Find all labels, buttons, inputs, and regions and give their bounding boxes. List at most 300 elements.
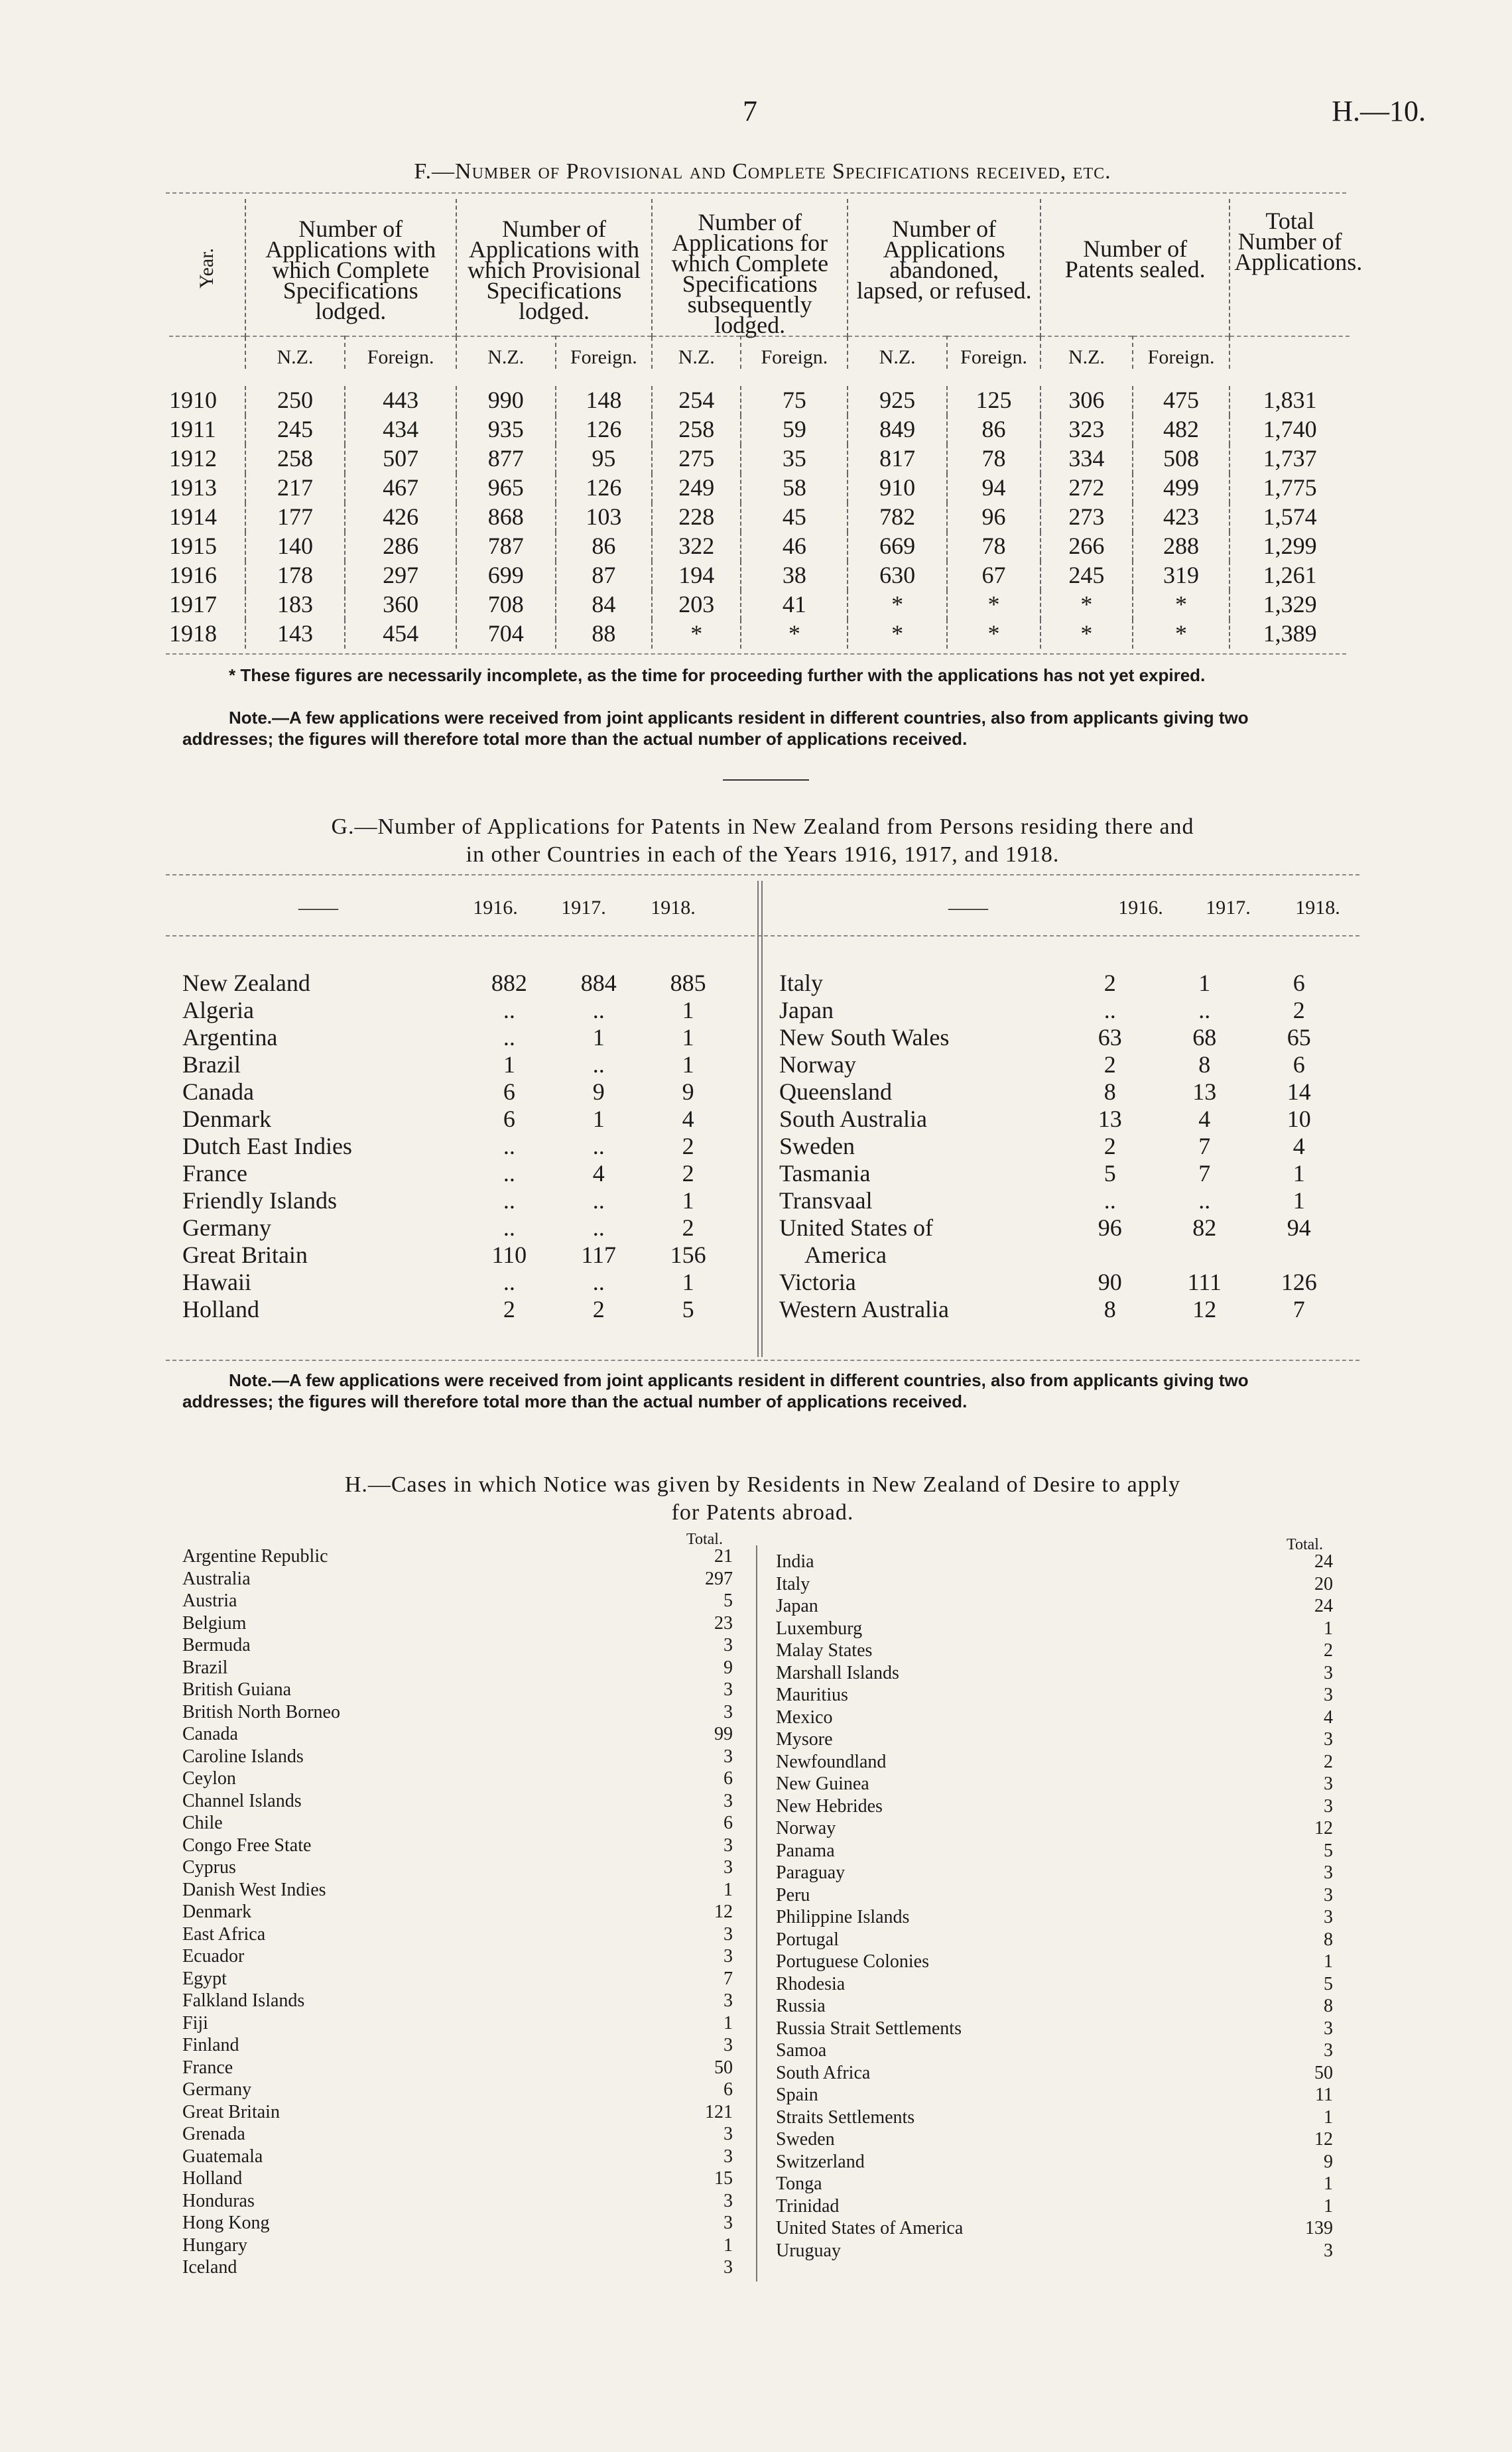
table-cell: 443 [345, 386, 456, 415]
table-cell: * [947, 590, 1040, 619]
list-item [182, 1634, 733, 1657]
table-row [169, 415, 1350, 444]
year-value: 1 [592, 1024, 605, 1051]
country-name [776, 1773, 1273, 1795]
table-row [169, 619, 1350, 649]
year-value: 2 [503, 1296, 515, 1323]
table-cell: 1,831 [1229, 386, 1350, 415]
table-cell: * [1133, 619, 1229, 649]
country-label: Congo Free State [182, 1835, 312, 1856]
table-cell: 708 [456, 590, 556, 619]
country-label: British Guiana [182, 1679, 292, 1700]
table-cell: 228 [652, 503, 741, 532]
total-value: 3 [724, 1679, 733, 1700]
country-name [182, 2057, 673, 2079]
table-row [779, 1214, 1346, 1242]
country-label: Holland [182, 2168, 243, 2189]
country-label: Iceland [182, 2257, 237, 2278]
table-g-bottom-rule [166, 1360, 1359, 1361]
country-label: Italy [776, 1573, 810, 1594]
list-item [182, 1746, 733, 1768]
country-label: Belgium [182, 1612, 247, 1634]
table-row [779, 1106, 1346, 1133]
g-left-dash: —— [298, 897, 338, 919]
country-name [182, 1968, 673, 1990]
list-item [182, 1679, 733, 1701]
year-value: 4 [1292, 1133, 1305, 1159]
country-name [182, 1679, 673, 1701]
country-label: Mexico [776, 1707, 833, 1728]
country-name: Queensland [779, 1078, 892, 1105]
list-item [776, 1884, 1333, 1907]
country-name [182, 2012, 673, 2035]
table-cell: * [947, 619, 1040, 649]
section-g-title-line1: G.—Number of Applications for Patents in New Zealand from Persons residing there and [331, 814, 1194, 839]
table-row [182, 1242, 733, 1269]
year-value: 96 [1098, 1214, 1122, 1241]
list-item [182, 1901, 733, 1923]
total-value: 1 [1324, 1951, 1333, 1972]
list-item [776, 1795, 1333, 1818]
sub-nz: N.Z. [1040, 336, 1133, 369]
header-complete: Number of Applications with which Complete Specifications lodged. [245, 199, 456, 336]
list-item [182, 1923, 733, 1946]
table-cell: 249 [652, 474, 741, 503]
table-cell: 250 [245, 386, 346, 415]
list-item [776, 1906, 1333, 1929]
country-name [182, 2212, 673, 2234]
country-name [776, 1684, 1273, 1707]
year-value: 1 [682, 1269, 694, 1295]
sub-foreign: Foreign. [345, 336, 456, 369]
total-value: 3 [724, 1635, 733, 1655]
country-name [776, 1573, 1273, 1596]
total-value: 4 [1324, 1707, 1333, 1728]
country-name: Western Australia [779, 1296, 950, 1323]
row-year: 1912 [169, 445, 217, 472]
year-value: 90 [1098, 1269, 1122, 1295]
year-value: 2 [1292, 997, 1305, 1023]
country-label: Grenada [182, 2124, 245, 2144]
total-value: 3 [724, 1746, 733, 1767]
country-label: Mysore [776, 1729, 833, 1750]
section-h-title-line1: H.—Cases in which Notice was given by Residents in New Zealand of Desire to apply [344, 1472, 1181, 1497]
total-value: 3 [724, 1835, 733, 1856]
table-cell: 868 [456, 503, 556, 532]
list-item [182, 2079, 733, 2101]
country-label: Guatemala [182, 2146, 263, 2167]
country-name [776, 2240, 1273, 2262]
year-value: .. [503, 1187, 515, 1214]
table-cell: 1,574 [1229, 503, 1350, 532]
total-value: 5 [1324, 1840, 1333, 1861]
list-item [182, 1657, 733, 1679]
list-item [776, 1662, 1333, 1685]
table-cell: 45 [741, 503, 848, 532]
table-h-left [182, 1545, 733, 2279]
total-value: 3 [1324, 2040, 1333, 2061]
country-label: Newfoundland [776, 1751, 887, 1772]
country-label: Danish West Indies [182, 1879, 326, 1900]
table-cell: 286 [345, 532, 456, 561]
list-item [776, 1862, 1333, 1884]
country-label: East Africa [182, 1923, 266, 1945]
table-cell: * [848, 590, 947, 619]
table-cell: 126 [556, 415, 652, 444]
table-cell: 297 [345, 561, 456, 590]
year-value: .. [1103, 997, 1116, 1023]
page-reference: H.—10. [1332, 95, 1426, 127]
table-cell: 475 [1133, 386, 1229, 415]
table-cell: 787 [456, 532, 556, 561]
table-cell: * [848, 619, 947, 649]
total-value: 121 [705, 2101, 733, 2122]
country-label: Malay States [776, 1640, 873, 1661]
total-value: 8 [1324, 1929, 1333, 1950]
list-item [776, 1551, 1333, 1573]
country-name [182, 1657, 673, 1679]
total-value: 6 [724, 2079, 733, 2100]
year-value: 7 [1198, 1133, 1211, 1159]
table-cell: 323 [1040, 415, 1133, 444]
country-label: Hong Kong [182, 2213, 270, 2233]
country-name [776, 1551, 1273, 1573]
list-item [776, 2173, 1333, 2195]
table-row [169, 590, 1350, 619]
year-value: .. [503, 997, 515, 1023]
total-value: 3 [1324, 1907, 1333, 1927]
total-value: 3 [724, 1990, 733, 2011]
country-label: Austria [182, 1590, 237, 1611]
country-name: South Australia [779, 1106, 927, 1132]
country-name: Canada [182, 1078, 254, 1105]
year-value [1252, 1242, 1347, 1269]
country-name [182, 2167, 673, 2190]
country-name: Victoria [779, 1269, 856, 1295]
table-cell: 86 [556, 532, 652, 561]
country-name [182, 2146, 673, 2168]
country-name: Algeria [182, 997, 254, 1023]
list-item [182, 1945, 733, 1968]
country-label: Canada [182, 1724, 238, 1744]
country-name: Holland [182, 1296, 259, 1323]
list-item [776, 1840, 1333, 1862]
table-cell: * [652, 619, 741, 649]
total-value: 3 [724, 2213, 733, 2233]
list-item [182, 2234, 733, 2257]
country-name: New Zealand [182, 970, 310, 996]
table-cell: 183 [245, 590, 346, 619]
table-cell: 272 [1040, 474, 1133, 503]
g-right-year-1916: 1916. [1118, 897, 1163, 919]
total-value: 3 [1324, 1662, 1333, 1683]
country-name [182, 2123, 673, 2146]
country-name [776, 1929, 1273, 1951]
country-name: Argentina [182, 1024, 278, 1051]
list-item [182, 1790, 733, 1813]
row-year: 1910 [169, 387, 217, 413]
country-name: France [182, 1160, 247, 1187]
country-name [776, 1817, 1273, 1840]
list-item [776, 1929, 1333, 1951]
list-item [182, 2167, 733, 2190]
country-name [182, 2079, 673, 2101]
table-cell: 990 [456, 386, 556, 415]
list-item [776, 1684, 1333, 1707]
country-name [182, 1856, 673, 1879]
list-item [182, 1856, 733, 1879]
country-name [182, 1790, 673, 1813]
country-name [182, 1923, 673, 1946]
list-item [182, 1545, 733, 1568]
country-label: Samoa [776, 2040, 827, 2061]
table-f-bottom-rule [166, 653, 1346, 655]
year-value: 111 [1187, 1269, 1222, 1295]
table-cell: * [1133, 590, 1229, 619]
country-label: Rhodesia [776, 1973, 846, 1994]
country-label: Spain [776, 2085, 818, 2105]
country-label: Panama [776, 1840, 835, 1861]
table-row [182, 1269, 733, 1296]
table-cell: 319 [1133, 561, 1229, 590]
list-item [182, 1568, 733, 1590]
list-item [182, 2101, 733, 2124]
year-value: .. [592, 1133, 605, 1159]
total-value: 2 [1324, 1640, 1333, 1661]
year-value: 1 [503, 1051, 515, 1078]
year-value: 94 [1287, 1214, 1311, 1241]
table-cell: 125 [947, 386, 1040, 415]
table-cell: * [1040, 619, 1133, 649]
table-g-top-rule [166, 874, 1359, 875]
table-cell: 86 [947, 415, 1040, 444]
year-value: 68 [1192, 1024, 1217, 1051]
section-h-title-line2: for Patents abroad. [671, 1500, 854, 1525]
year-value: 12 [1192, 1296, 1217, 1323]
country-name [182, 1723, 673, 1746]
total-value: 3 [1324, 2018, 1333, 2039]
list-item [776, 1728, 1333, 1751]
country-name [776, 1995, 1273, 2018]
country-label: Germany [182, 2079, 252, 2100]
year-value: 8 [1103, 1296, 1116, 1323]
year-value: 7 [1292, 1296, 1305, 1323]
table-cell: 143 [245, 619, 346, 649]
table-cell: 75 [741, 386, 848, 415]
table-cell: 258 [245, 444, 346, 474]
g-left-year-1918: 1918. [651, 897, 696, 919]
list-item [776, 2128, 1333, 2151]
country-name [776, 2173, 1273, 2195]
country-label: Falkland Islands [182, 1990, 305, 2011]
header-abandoned: Number of Applications abandoned, lapsed, or refused. [848, 199, 1040, 336]
year-value: 7 [1198, 1160, 1211, 1187]
total-value: 3 [1324, 1862, 1333, 1883]
table-g-right [779, 970, 1346, 1323]
year-value: .. [503, 1024, 515, 1051]
table-row [182, 1214, 733, 1242]
list-item [776, 2062, 1333, 2085]
year-value: 6 [503, 1078, 515, 1105]
year-value: .. [592, 1214, 605, 1241]
year-value: 13 [1098, 1106, 1122, 1132]
row-year: 1918 [169, 620, 217, 647]
country-name [776, 1707, 1273, 1729]
table-cell: 1,737 [1229, 444, 1350, 474]
list-item [776, 2240, 1333, 2262]
table-g-header [166, 881, 1359, 934]
table-cell: 95 [556, 444, 652, 474]
table-cell: 360 [345, 590, 456, 619]
country-label: Sweden [776, 2129, 835, 2150]
table-cell: 426 [345, 503, 456, 532]
country-label: Uruguay [776, 2240, 841, 2261]
country-label: Switzerland [776, 2151, 865, 2172]
table-row [779, 1051, 1346, 1078]
country-name: America [804, 1242, 887, 1268]
table-cell: 454 [345, 619, 456, 649]
table-cell: 254 [652, 386, 741, 415]
total-value: 3 [724, 1923, 733, 1945]
table-cell: 925 [848, 386, 947, 415]
list-item [776, 1995, 1333, 2018]
list-item [776, 2195, 1333, 2218]
row-year: 1914 [169, 503, 217, 530]
year-value: 1 [682, 1024, 694, 1051]
list-item [182, 2034, 733, 2057]
year-value: 6 [1292, 970, 1305, 996]
table-row [182, 1187, 733, 1214]
total-value: 3 [724, 2035, 733, 2055]
country-label: Bermuda [182, 1635, 251, 1655]
table-cell: 194 [652, 561, 741, 590]
row-year: 1911 [169, 416, 216, 442]
country-label: United States of America [776, 2218, 964, 2238]
sub-nz: N.Z. [848, 336, 947, 369]
table-row [169, 386, 1350, 415]
year-value: 117 [581, 1242, 617, 1268]
table-cell: 482 [1133, 415, 1229, 444]
list-item [776, 2018, 1333, 2040]
table-row [779, 1296, 1346, 1323]
country-name: Friendly Islands [182, 1187, 337, 1214]
country-label: Cyprus [182, 1857, 236, 1878]
country-label: Channel Islands [182, 1790, 302, 1811]
country-name [182, 1990, 673, 2012]
section-g-title-line2: in other Countries in each of the Years 1916, 1917, and 1918. [466, 842, 1060, 867]
table-cell: 87 [556, 561, 652, 590]
list-item [776, 2039, 1333, 2062]
list-item [776, 1595, 1333, 1618]
country-name [182, 2034, 673, 2057]
header-total: Total Number of Applications. [1229, 199, 1350, 336]
year-value: 63 [1098, 1024, 1122, 1051]
country-name [776, 2062, 1273, 2085]
table-cell: 245 [245, 415, 346, 444]
year-value [1063, 1242, 1158, 1269]
year-value: 1 [1198, 970, 1211, 996]
country-name: Denmark [182, 1106, 271, 1132]
year-value: 110 [491, 1242, 527, 1268]
total-value: 12 [714, 1902, 733, 1922]
table-row [169, 503, 1350, 532]
year-value: 6 [503, 1106, 515, 1132]
table-cell: 669 [848, 532, 947, 561]
h-left-total-label: Total. [686, 1531, 723, 1548]
total-value: 1 [1324, 2106, 1333, 2128]
country-name [776, 2106, 1273, 2129]
list-item [182, 2212, 733, 2234]
section-f-prefix: F.— [414, 159, 456, 184]
country-name: Italy [779, 970, 823, 996]
country-name [776, 1951, 1273, 1973]
year-value: .. [592, 1187, 605, 1214]
table-row [182, 1051, 733, 1078]
row-year: 1913 [169, 474, 217, 501]
total-value: 9 [724, 1657, 733, 1678]
list-item [776, 1817, 1333, 1840]
table-cell: 1,299 [1229, 532, 1350, 561]
year-value: 2 [1103, 970, 1116, 996]
table-h-divider [756, 1545, 757, 2282]
country-name [776, 1640, 1273, 1662]
table-row [779, 1242, 1346, 1269]
year-value: 882 [491, 970, 527, 996]
table-cell: 148 [556, 386, 652, 415]
year-value: 2 [592, 1296, 605, 1323]
list-item [776, 2106, 1333, 2129]
country-name [776, 1906, 1273, 1929]
list-item [182, 1768, 733, 1790]
country-label: Trinidad [776, 2195, 840, 2217]
country-name [776, 1840, 1273, 1862]
table-cell: 499 [1133, 474, 1229, 503]
country-name [776, 2195, 1273, 2218]
year-value: 885 [670, 970, 706, 996]
country-name [182, 1768, 673, 1790]
list-item [776, 1573, 1333, 1596]
year-value: 5 [682, 1296, 694, 1323]
year-value: 2 [1103, 1133, 1116, 1159]
year-value: .. [592, 997, 605, 1023]
table-cell: 630 [848, 561, 947, 590]
total-value: 3 [724, 2124, 733, 2144]
table-f-body [169, 386, 1350, 649]
total-value: 6 [724, 1768, 733, 1789]
total-value: 3 [724, 2146, 733, 2167]
total-value: 1 [724, 2234, 733, 2256]
total-value: 6 [724, 1813, 733, 1833]
country-label: Hungary [182, 2234, 247, 2256]
list-item [182, 1835, 733, 1857]
country-name: Norway [779, 1051, 856, 1078]
total-value: 5 [1324, 1973, 1333, 1994]
table-row [779, 1024, 1346, 1051]
table-cell: 59 [741, 415, 848, 444]
row-year: 1917 [169, 591, 217, 617]
sub-foreign: Foreign. [741, 336, 848, 369]
country-name: Japan [779, 997, 834, 1023]
country-name [776, 2039, 1273, 2062]
table-g-divider-double [757, 881, 759, 1357]
country-name [776, 1751, 1273, 1774]
country-name: Sweden [779, 1133, 855, 1159]
list-item [182, 2190, 733, 2213]
country-name [182, 2101, 673, 2124]
table-cell: 84 [556, 590, 652, 619]
table-cell: 1,329 [1229, 590, 1350, 619]
total-value: 24 [1314, 1596, 1333, 1616]
